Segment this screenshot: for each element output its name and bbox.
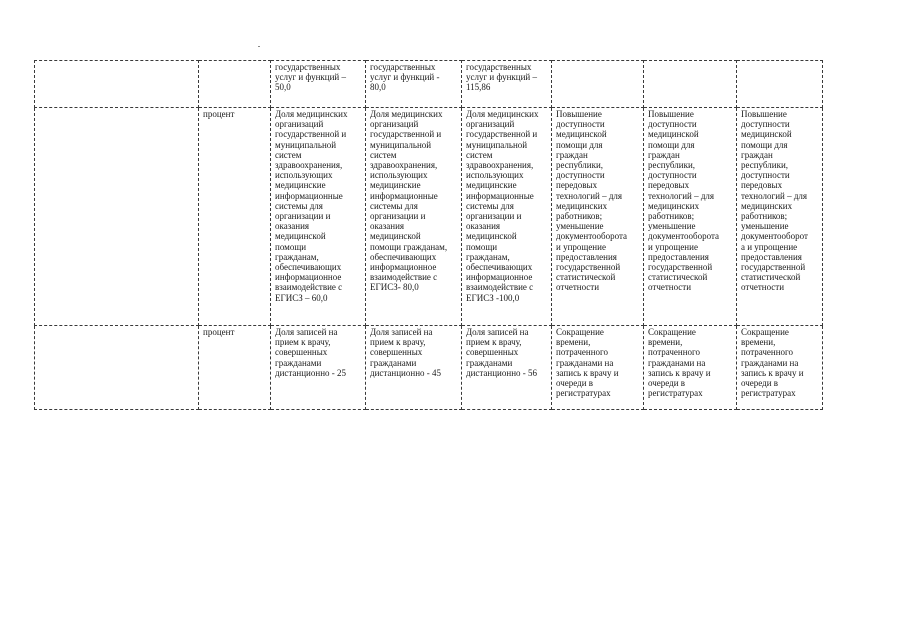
table-cell-result-2 xyxy=(644,61,737,108)
table-cell xyxy=(35,108,199,326)
table-cell-indicator-2020: Доля записей на прием к врачу, совершенных гражданами дистанционно - 45 xyxy=(366,326,462,410)
table-cell-indicator-2021: Доля медицинских организаций государственной и муниципальной систем здравоохранения, использующих медицинские информационные системы для организации и оказания медицинской помощи гражданам, обеспечивающих информационное взаимодействие с ЕГИСЗ -100,0 xyxy=(462,108,552,326)
table-cell-unit: процент xyxy=(199,326,271,410)
table-cell-result-2: Повышение доступности медицинской помощи для граждан республики, доступности передовых технологий – для медицинских работников; уменьшение документооборота и упрощение предоставления государственной статистической отчетности xyxy=(644,108,737,326)
table-cell-indicator-2019: Доля записей на прием к врачу, совершенных гражданами дистанционно - 25 xyxy=(271,326,366,410)
table-cell-indicator-2019: Доля медицинских организаций государственной и муниципальной систем здравоохранения, использующих медицинские информационные системы для организации и оказания медицинской помощи гражданам, обеспечивающих информационное взаимодействие с ЕГИСЗ – 60,0 xyxy=(271,108,366,326)
table-cell-indicator-2020: Доля медицинских организаций государственной и муниципальной систем здравоохранения, использующих медицинские информационные системы для организации и оказания медицинской помощи гражданам, обеспечивающих информационное взаимодействие с ЕГИСЗ- 80,0 xyxy=(366,108,462,326)
table-cell-result-1: Повышение доступности медицинской помощи для граждан республики, доступности передовых технологий – для медицинских работников; уменьшение документооборота и упрощение предоставления государственной статистической отчетности xyxy=(552,108,644,326)
table-cell-result-3 xyxy=(737,61,823,108)
indicators-table xyxy=(34,60,823,410)
table-cell-indicator-2019: государственных услуг и функций – 50,0 xyxy=(271,61,366,108)
table-cell-result-1 xyxy=(552,61,644,108)
table-row xyxy=(35,108,823,326)
table-cell-unit: процент xyxy=(199,108,271,326)
scan-speck xyxy=(258,46,260,47)
table-cell-result-3: Сокращение времени, потраченного гражданами на запись к врачу и очереди в регистратурах xyxy=(737,326,823,410)
table-cell-result-2: Сокращение времени, потраченного гражданами на запись к врачу и очереди в регистратурах xyxy=(644,326,737,410)
table-cell-unit xyxy=(199,61,271,108)
table-cell xyxy=(35,61,199,108)
table-cell-result-1: Сокращение времени, потраченного гражданами на запись к врачу и очереди в регистратурах xyxy=(552,326,644,410)
table-cell-result-3: Повышение доступности медицинской помощи для граждан республики, доступности передовых технологий – для медицинских работников; уменьшение документооборот а и упрощение предоставления государственной статистической отчетности xyxy=(737,108,823,326)
table-cell-indicator-2020: государственных услуг и функций - 80,0 xyxy=(366,61,462,108)
table-row xyxy=(35,326,823,410)
table-cell-indicator-2021: Доля записей на прием к врачу, совершенных гражданами дистанционно - 56 xyxy=(462,326,552,410)
table-cell-indicator-2021: государственных услуг и функций – 115,86 xyxy=(462,61,552,108)
table-cell xyxy=(35,326,199,410)
table-row xyxy=(35,61,823,108)
